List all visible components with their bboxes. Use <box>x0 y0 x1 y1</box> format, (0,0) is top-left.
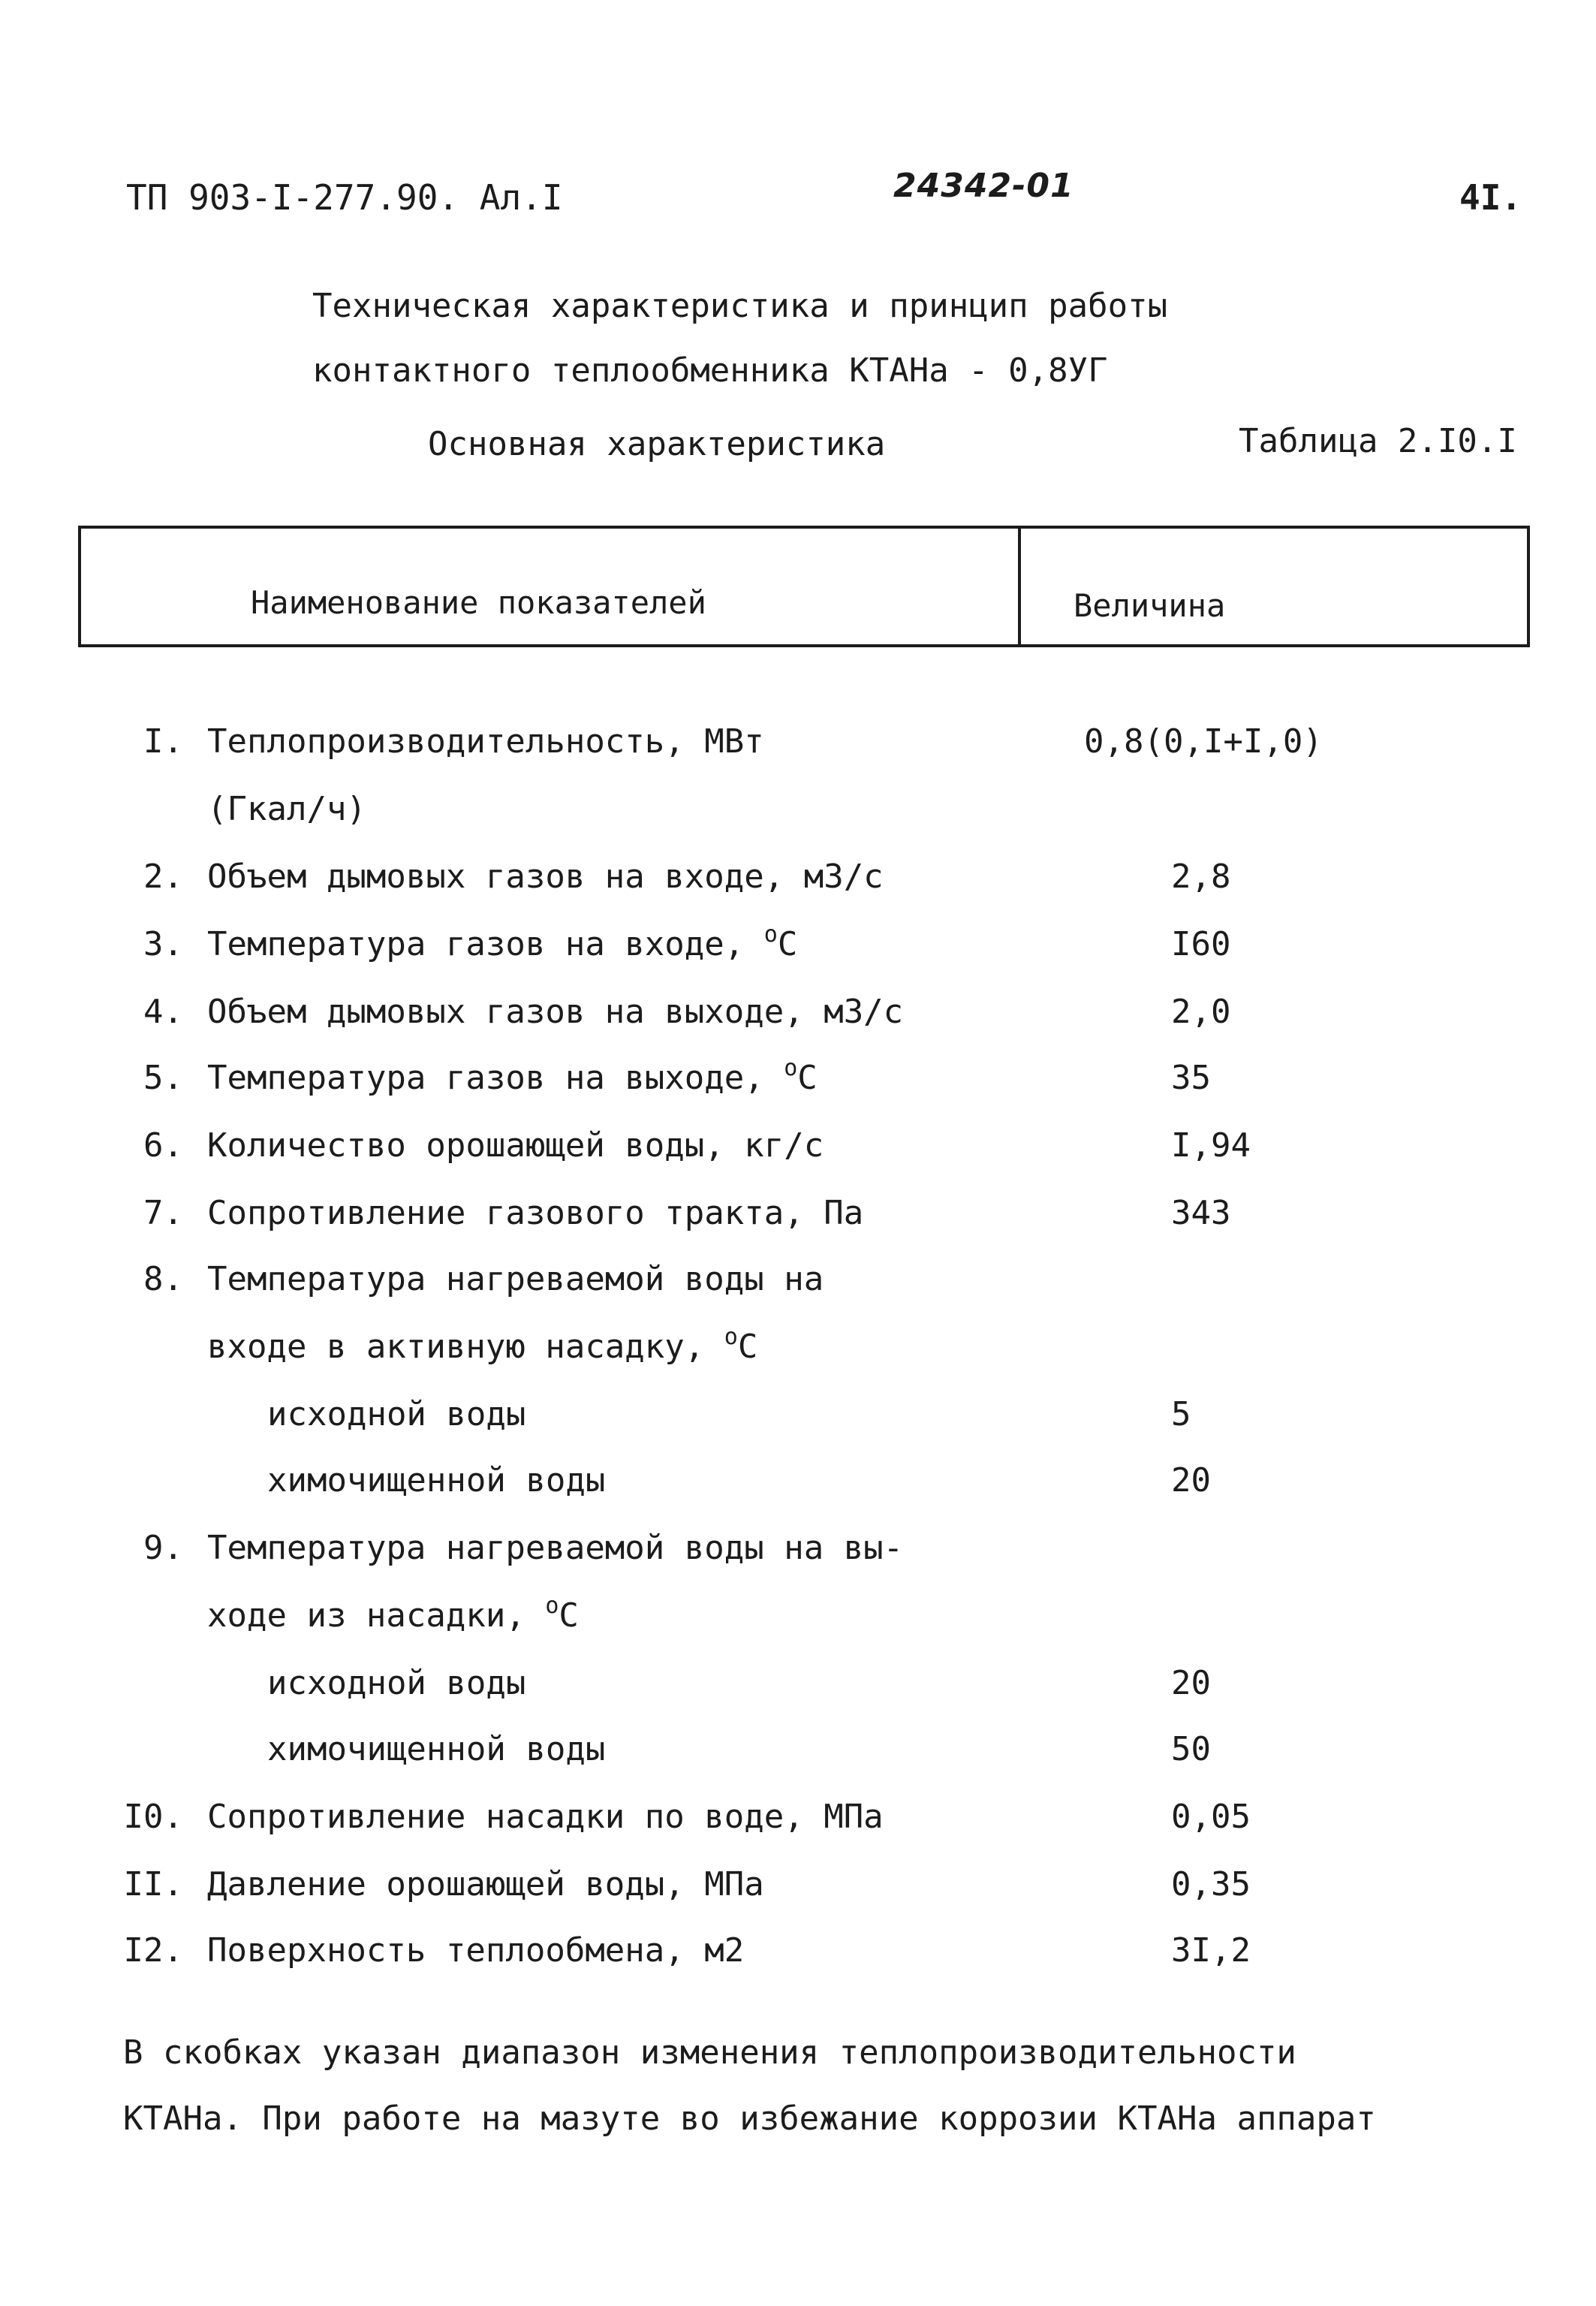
row-name-text: Объем дымовых газов на выходе, м3/с <box>207 993 904 1031</box>
table-row <box>0 1664 1596 1709</box>
row-name-text: ходе из насадки, <box>207 1596 525 1635</box>
row-name <box>267 1664 525 1702</box>
handwritten-number: 24342-01 <box>893 167 1074 205</box>
row-name <box>207 1055 818 1097</box>
paragraph-line-1: В скобках указан диапазон изменения теплопроизводительности <box>123 2033 1296 2072</box>
row-name <box>207 722 764 761</box>
table-row <box>0 1260 1596 1305</box>
table-row <box>0 1194 1596 1239</box>
row-name-text: Температура нагреваемой воды на <box>207 1260 824 1298</box>
row-name <box>267 1461 605 1500</box>
row-number: 3. <box>143 925 183 963</box>
row-number: 5. <box>143 1059 183 1097</box>
title-line-1: Техническая характеристика и принцип работы <box>312 287 1168 325</box>
row-value: 2,0 <box>1171 993 1231 1031</box>
row-value: I,94 <box>1171 1126 1251 1165</box>
row-name <box>207 993 903 1031</box>
table-number: Таблица 2.I0.I <box>1239 422 1517 460</box>
row-number: II. <box>123 1865 183 1904</box>
table-row <box>0 1529 1596 1574</box>
row-name <box>207 858 884 896</box>
row-name-text: Объем дымовых газов на входе, м3/с <box>207 858 884 896</box>
paragraph-line-2: КТАНа. При работе на мазуте во избежание коррозии КТАНа аппарат <box>123 2100 1376 2138</box>
row-name <box>207 1529 903 1567</box>
row-name-text: Теплопроизводительность, МВт <box>207 722 764 761</box>
row-number: 8. <box>143 1260 183 1298</box>
table-row <box>0 858 1596 903</box>
header-name-column: Наименование показателей <box>251 584 706 621</box>
row-name-text: Поверхность теплообмена, м2 <box>207 1931 745 1970</box>
row-name-text: Сопротивление газового тракта, Па <box>207 1194 864 1232</box>
row-name-text: Температура нагреваемой воды на вы- <box>207 1529 904 1567</box>
table-row <box>0 1055 1596 1104</box>
table-row <box>0 1798 1596 1843</box>
row-number: 9. <box>143 1529 183 1567</box>
row-unit: C <box>777 925 798 963</box>
row-number: I. <box>143 722 183 761</box>
row-value: 3I,2 <box>1171 1931 1251 1970</box>
table-row <box>0 1865 1596 1910</box>
row-name-text: входе в активную насадку, <box>207 1328 705 1366</box>
row-name <box>207 1593 579 1635</box>
row-number: 2. <box>143 858 183 896</box>
row-value: 20 <box>1171 1664 1211 1702</box>
row-name-text: Температура газов на выходе, <box>207 1059 764 1097</box>
row-name-text: Количество орошающей воды, кг/с <box>207 1126 824 1165</box>
row-name <box>207 1931 744 1970</box>
row-value: I60 <box>1171 925 1231 963</box>
row-value: 2,8 <box>1171 858 1231 896</box>
table-row <box>0 1461 1596 1506</box>
row-name <box>207 790 366 828</box>
row-number: 4. <box>143 993 183 1031</box>
header-value-column: Величина <box>1074 587 1226 624</box>
table-row <box>0 993 1596 1038</box>
row-name <box>207 921 798 963</box>
row-name <box>207 1194 863 1232</box>
row-unit: C <box>737 1328 758 1366</box>
row-name <box>207 1324 758 1366</box>
column-divider <box>1018 529 1021 644</box>
row-value: 35 <box>1171 1059 1211 1097</box>
row-name <box>207 1126 824 1165</box>
row-value: 343 <box>1171 1194 1231 1232</box>
table-row <box>0 921 1596 970</box>
row-value: 50 <box>1171 1730 1211 1768</box>
row-name-text: исходной воды <box>267 1395 526 1433</box>
table-row <box>0 790 1596 835</box>
table-row <box>0 722 1596 767</box>
row-name-text: исходной воды <box>267 1664 526 1702</box>
degree-symbol: o <box>784 1055 798 1081</box>
row-number: 6. <box>143 1126 183 1165</box>
degree-symbol: o <box>763 921 778 948</box>
table-row <box>0 1730 1596 1775</box>
row-name <box>207 1260 824 1298</box>
table-row <box>0 1593 1596 1641</box>
row-unit: C <box>797 1059 818 1097</box>
table-row <box>0 1395 1596 1440</box>
row-name <box>207 1798 884 1836</box>
row-number: I0. <box>123 1798 183 1836</box>
row-name <box>267 1730 605 1768</box>
row-name <box>267 1395 525 1433</box>
document-code: ТП 903-I-277.90. Ал.I <box>126 177 563 218</box>
row-name-text: химочищенной воды <box>267 1461 606 1500</box>
table-row <box>0 1126 1596 1171</box>
row-name-text: Сопротивление насадки по воде, МПа <box>207 1798 884 1836</box>
row-name-text: (Гкал/ч) <box>207 790 366 828</box>
table-header <box>78 526 1530 647</box>
table-row <box>0 1324 1596 1373</box>
row-unit: C <box>559 1596 579 1635</box>
row-value: 20 <box>1171 1461 1211 1500</box>
row-number: I2. <box>123 1931 183 1970</box>
row-name-text: Давление орошающей воды, МПа <box>207 1865 764 1904</box>
row-value: 0,05 <box>1171 1798 1251 1836</box>
title-line-2: контактного теплообменника КТАНа - 0,8УГ <box>312 351 1108 390</box>
table-row <box>0 1931 1596 1976</box>
row-value: 5 <box>1171 1395 1191 1433</box>
row-name <box>207 1865 764 1904</box>
page-number: 4I. <box>1459 177 1522 218</box>
row-value: 0,35 <box>1171 1865 1251 1904</box>
degree-symbol: o <box>545 1593 559 1619</box>
row-name-text: Температура газов на входе, <box>207 925 745 963</box>
table-subtitle: Основная характеристика <box>428 425 886 463</box>
row-value: 0,8(0,I+I,0) <box>1084 722 1323 761</box>
row-name-text: химочищенной воды <box>267 1730 606 1768</box>
row-number: 7. <box>143 1194 183 1232</box>
degree-symbol: o <box>724 1324 738 1350</box>
